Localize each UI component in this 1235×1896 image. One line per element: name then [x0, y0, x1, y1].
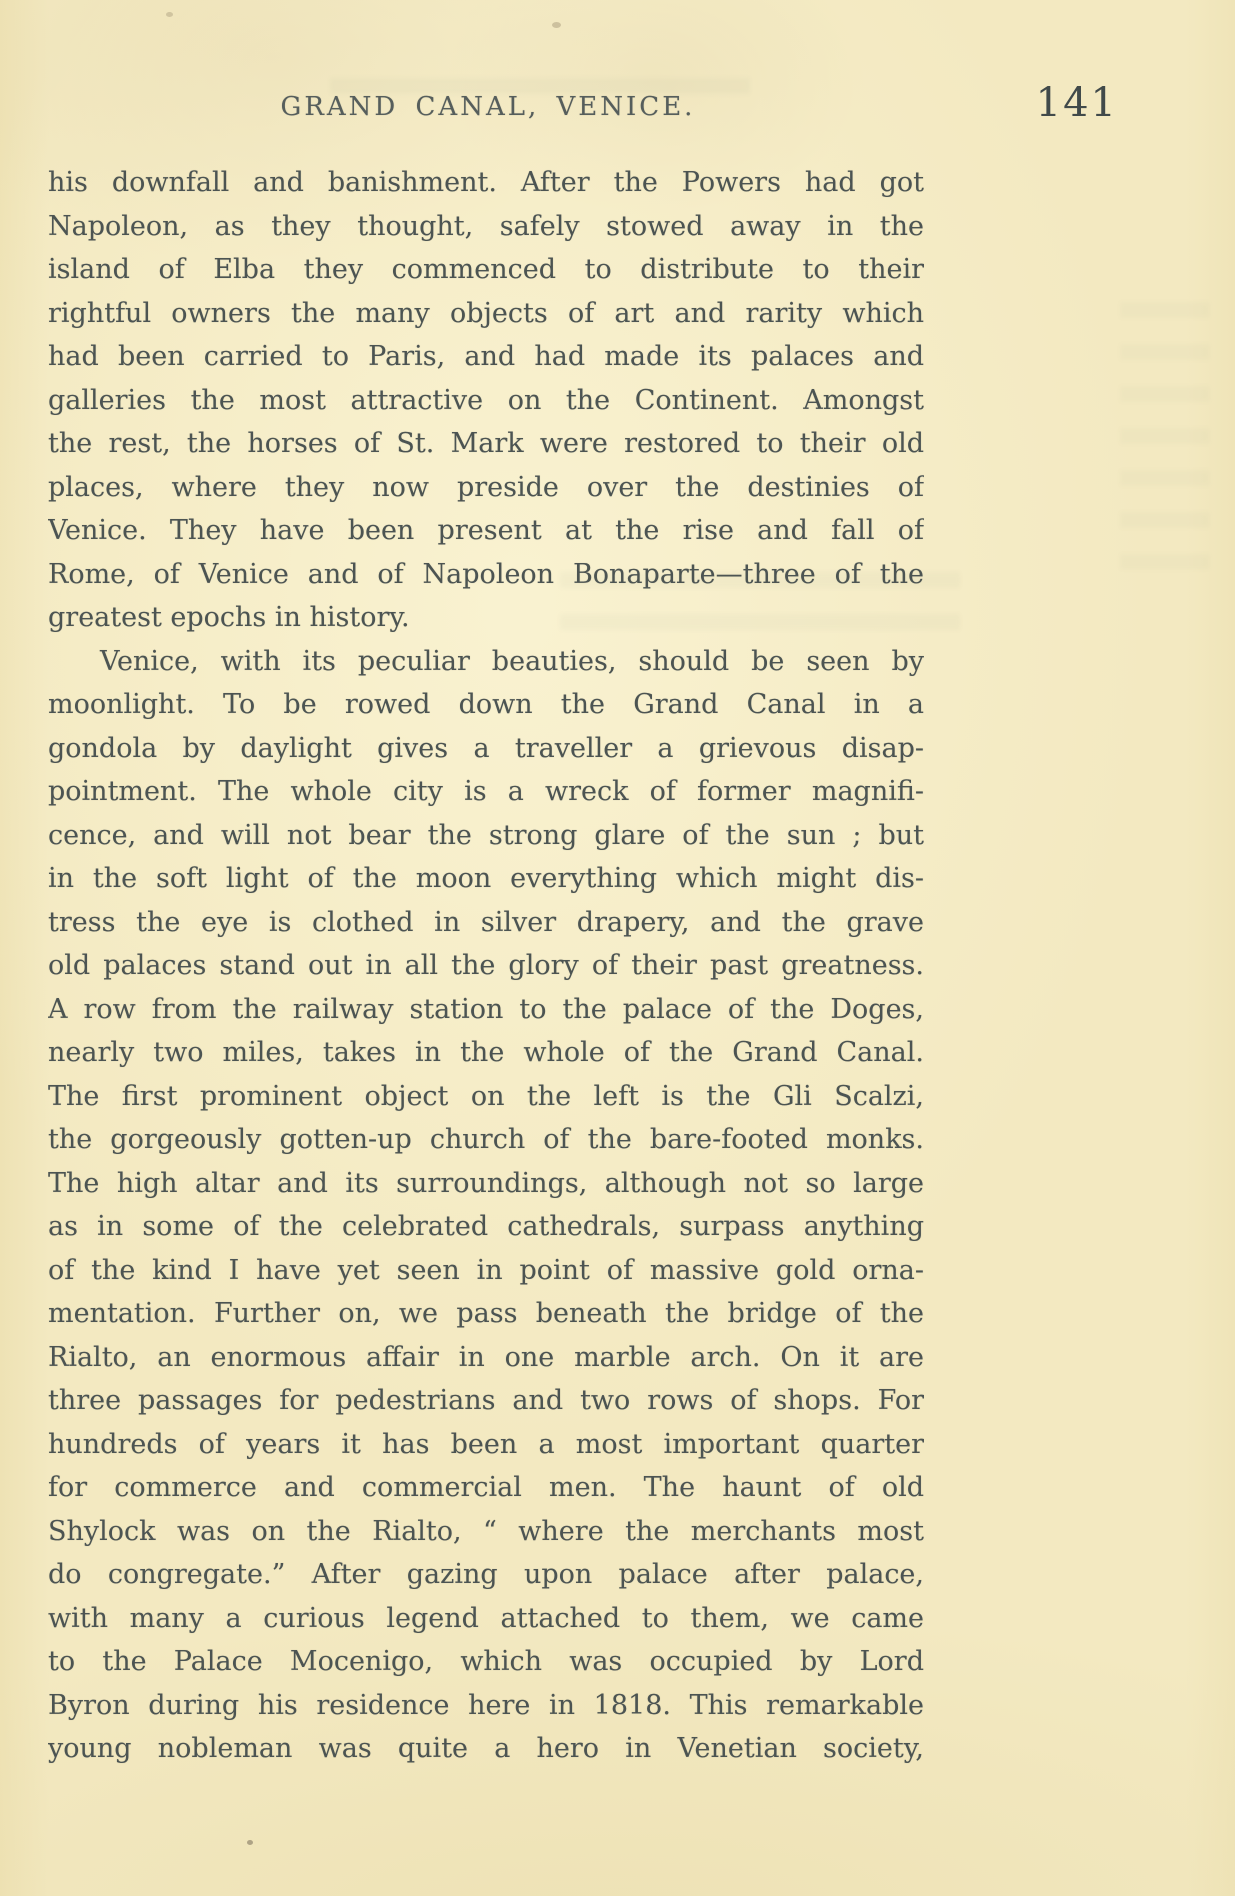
text-line: gondola by daylight gives a traveller a grievous disap-	[48, 732, 924, 764]
paper-speck	[247, 1840, 253, 1845]
text-line: his downfall and banishment. After the Powers had got	[48, 167, 924, 198]
page-number: 141	[1035, 80, 1118, 126]
text-line: Venice. They have been present at the rise and fall of	[48, 515, 924, 546]
paper-speck	[552, 22, 561, 28]
text-line: The high altar and its surroundings, although not so large	[48, 1167, 924, 1199]
text-line: the gorgeously gotten-up church of the bare-footed monks.	[48, 1124, 924, 1155]
text-line: hundreds of years it has been a most important quarter	[48, 1428, 924, 1460]
text-line: Venice, with its peculiar beauties, should be seen by	[100, 645, 924, 677]
text-line: old palaces stand out in all the glory of their past greatness.	[48, 950, 924, 981]
text-line: Rialto, an enormous affair in one marble arch. On it are	[48, 1341, 924, 1373]
text-line: nearly two miles, takes in the whole of the Grand Canal.	[48, 1037, 924, 1068]
text-line: pointment. The whole city is a wreck of former magnifi-	[48, 776, 924, 807]
text-line: cence, and will not bear the strong glare of the sun ; but	[48, 819, 924, 851]
paper-speck	[166, 12, 173, 17]
text-line: the rest, the horses of St. Mark were restored to their old	[48, 428, 924, 459]
text-line: with many a curious legend attached to them, we came	[48, 1602, 924, 1634]
text-line: galleries the most attractive on the Continent. Amongst	[48, 384, 924, 416]
paragraph	[48, 161, 924, 640]
body-text	[48, 161, 924, 1771]
text-line: tress the eye is clothed in silver drapery, and the grave	[48, 906, 924, 938]
text-line: three passages for pedestrians and two rows of shops. For	[48, 1385, 924, 1416]
text-line: had been carried to Paris, and had made its palaces and	[48, 341, 924, 372]
text-line: as in some of the celebrated cathedrals, surpass anything	[48, 1211, 924, 1242]
text-line: rightful owners the many objects of art and rarity which	[48, 297, 924, 329]
text-line: A row from the railway station to the palace of the Doges,	[48, 993, 924, 1025]
text-line: Shylock was on the Rialto, “ where the merchants most	[48, 1515, 924, 1547]
text-line: do congregate.” After gazing upon palace after palace,	[48, 1559, 924, 1590]
paragraph	[48, 640, 924, 1771]
text-line: places, where they now preside over the destinies of	[48, 471, 924, 503]
text-line: Rome, of Venice and of Napoleon Bonaparte—three of the	[48, 558, 924, 590]
text-line: of the kind I have yet seen in point of massive gold orna-	[48, 1254, 924, 1286]
text-line: island of Elba they commenced to distribute to their	[48, 254, 924, 285]
text-line: in the soft light of the moon everything which might dis-	[48, 863, 924, 894]
text-line: mentation. Further on, we pass beneath the bridge of the	[48, 1298, 924, 1329]
text-line: Byron during his residence here in 1818. This remarkable	[48, 1689, 924, 1721]
text-line: to the Palace Mocenigo, which was occupied by Lord	[48, 1646, 924, 1677]
text-line: The first prominent object on the left is the Gli Scalzi,	[48, 1080, 924, 1112]
running-header: GRAND CANAL, VENICE.	[280, 92, 696, 122]
text-line: young nobleman was quite a hero in Venetian society,	[48, 1733, 924, 1764]
text-line: for commerce and commercial men. The haunt of old	[48, 1472, 924, 1503]
text-line: greatest epochs in history.	[48, 602, 410, 633]
text-line: Napoleon, as they thought, safely stowed away in the	[48, 210, 924, 242]
text-line: moonlight. To be rowed down the Grand Canal in a	[48, 689, 924, 720]
bleed-through-smudge	[1120, 290, 1210, 570]
